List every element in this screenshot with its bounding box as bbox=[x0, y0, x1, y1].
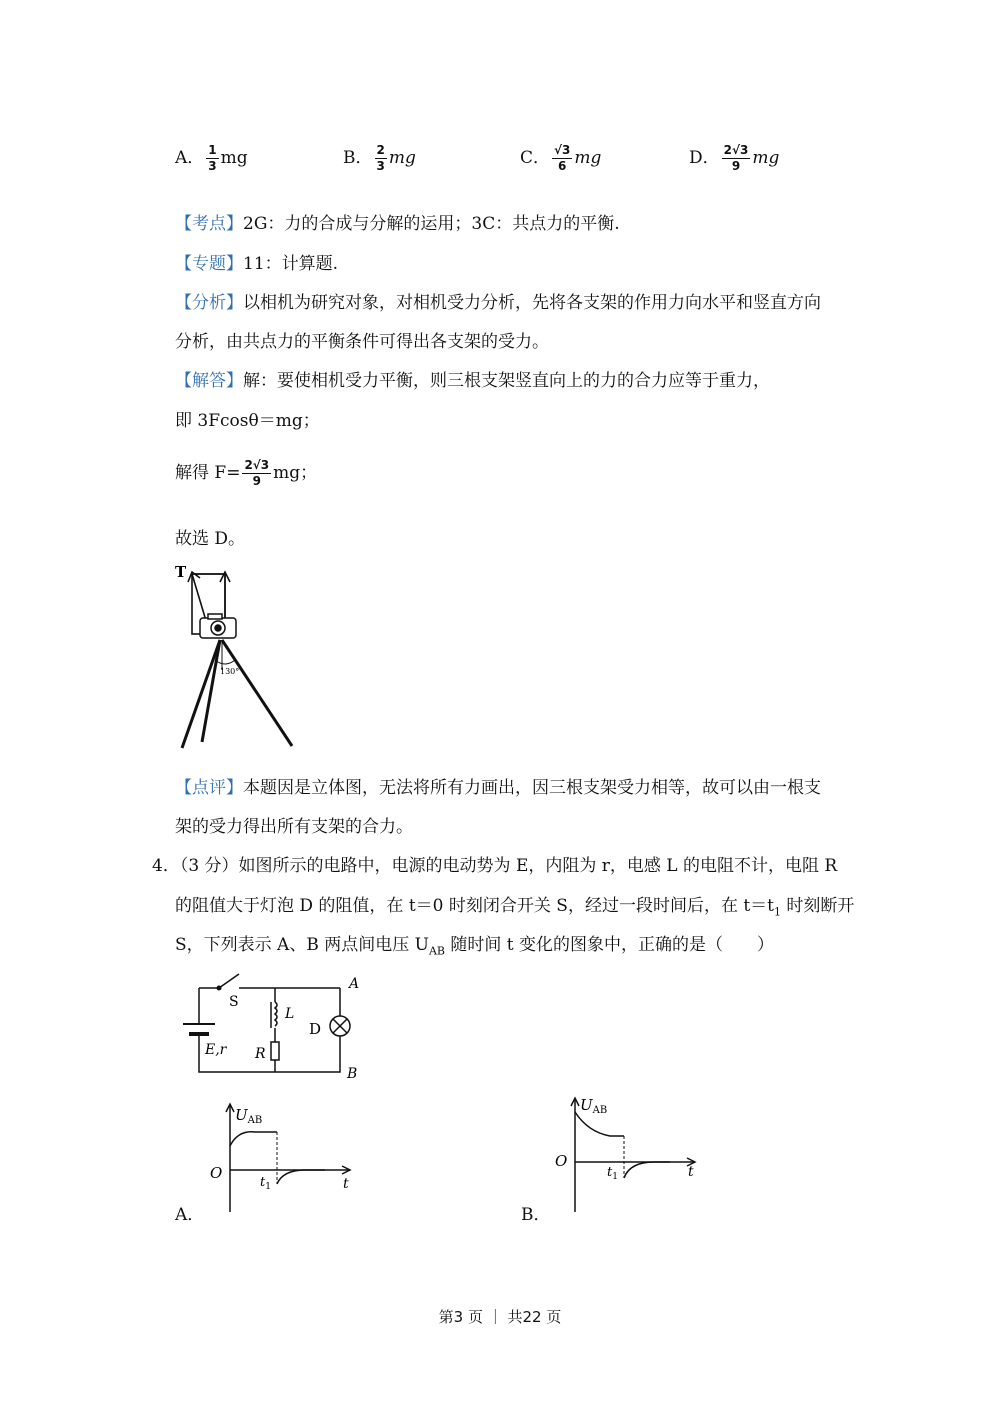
graph-b-u-label: $U_{AB}$ bbox=[580, 1096, 608, 1116]
option-d-fraction: $\frac{2√3}{9}$ bbox=[723, 143, 749, 173]
graph-a-origin-label: O bbox=[210, 1164, 223, 1182]
lamp-icon bbox=[330, 1016, 350, 1036]
jieda-line-3: 解得 F= $\frac{2√3}{9}$ mg； bbox=[175, 458, 318, 488]
jieda-line-2: 即 3Fcosθ＝mg； bbox=[175, 411, 320, 431]
graph-a-t-label: t bbox=[343, 1176, 349, 1192]
kaodian-line: 【考点】2G：力的合成与分解的运用；3C：共点力的平衡. bbox=[175, 214, 620, 234]
node-a-label: A bbox=[349, 976, 360, 992]
jieda-line-1: 【解答】解：要使相机受力平衡，则三根支架竖直向上的力的合力应等于重力， bbox=[175, 371, 770, 391]
tripod-figure bbox=[170, 560, 305, 755]
graph-b-curve-decay bbox=[624, 1162, 670, 1178]
graph-a-curve-decay bbox=[277, 1170, 325, 1184]
q4-line-2: 的阻值大于灯泡 D 的阻值，在 t＝0 时刻闭合开关 S，经过一段时间后，在 $t=t_1$ 时刻断开 bbox=[175, 896, 855, 919]
graph-b-option-label: B． bbox=[521, 1205, 551, 1225]
option-b-fraction: $\frac{2}{3}$ bbox=[376, 143, 385, 173]
battery-icon bbox=[183, 1020, 215, 1044]
inductor-label: L bbox=[285, 1006, 295, 1022]
dianping-line-2: 架的受力得出所有支架的合力。 bbox=[175, 817, 413, 837]
graph-a-t1-label: $t_1$ bbox=[260, 1175, 271, 1192]
graph-b-t1-label: $t_1$ bbox=[607, 1165, 618, 1182]
resistor-label: R bbox=[255, 1046, 266, 1062]
lamp-label: D bbox=[309, 1020, 322, 1038]
graph-a-u-label: $U_{AB}$ bbox=[235, 1106, 263, 1126]
graph-a-option-label: A． bbox=[175, 1205, 205, 1225]
switch-s bbox=[217, 974, 239, 990]
switch-label: S bbox=[229, 994, 239, 1010]
answer-fraction: $\frac{2√3}{9}$ bbox=[244, 458, 270, 488]
option-a: A． $\frac{1}{3}$ mg bbox=[175, 143, 248, 173]
page-footer: 第3 页 ｜ 共22 页 bbox=[438, 1308, 562, 1326]
q4-line-3: S，下列表示 A、B 两点间电压 $U_{AB}$ 随时间 t 变化的图象中，正确的是（ ） bbox=[175, 935, 775, 958]
fenxi-line-1: 【分析】以相机为研究对象，对相机受力分析，先将各支架的作用力向水平和竖直方向 bbox=[175, 293, 821, 313]
graph-b-axes bbox=[571, 1098, 695, 1212]
graph-a bbox=[205, 1100, 355, 1215]
source-label: E,r bbox=[205, 1042, 227, 1058]
option-b: B． $\frac{2}{3}$ mg bbox=[343, 143, 416, 173]
option-a-fraction: $\frac{1}{3}$ bbox=[208, 143, 217, 173]
node-b-label: B bbox=[347, 1066, 358, 1082]
tripod-legs bbox=[182, 640, 292, 748]
graph-b-t-label: t bbox=[688, 1164, 694, 1180]
zhuanti-line: 【专题】11：计算题. bbox=[175, 254, 339, 274]
tripod-label-t: T bbox=[175, 563, 187, 581]
angle-arc bbox=[215, 660, 235, 664]
option-c-fraction: $\frac{√3}{6}$ bbox=[554, 143, 571, 173]
camera-icon bbox=[200, 614, 236, 638]
jieda-line-4: 故选 D。 bbox=[175, 529, 246, 549]
q4-line-1: 4．（3 分）如图所示的电路中，电源的电动势为 E，内阻为 r，电感 L 的电阻不计，电阻 R bbox=[152, 856, 838, 876]
inductor-icon bbox=[271, 1002, 277, 1028]
fenxi-line-2: 分析，由共点力的平衡条件可得出各支架的受力。 bbox=[175, 332, 549, 352]
option-d: D． $\frac{2√3}{9}$ mg bbox=[689, 143, 780, 173]
option-c: C． $\frac{√3}{6}$ mg bbox=[520, 143, 602, 173]
resistor-icon bbox=[271, 1042, 279, 1060]
circuit-diagram bbox=[175, 972, 375, 1084]
graph-a-curve-charging bbox=[230, 1132, 277, 1146]
dianping-line-1: 【点评】本题因是立体图，无法将所有力画出，因三根支架受力相等，故可以由一根支 bbox=[175, 778, 821, 798]
graph-b-origin-label: O bbox=[555, 1152, 568, 1170]
graph-b bbox=[550, 1094, 700, 1214]
tripod-angle-label: 130° bbox=[220, 667, 240, 676]
